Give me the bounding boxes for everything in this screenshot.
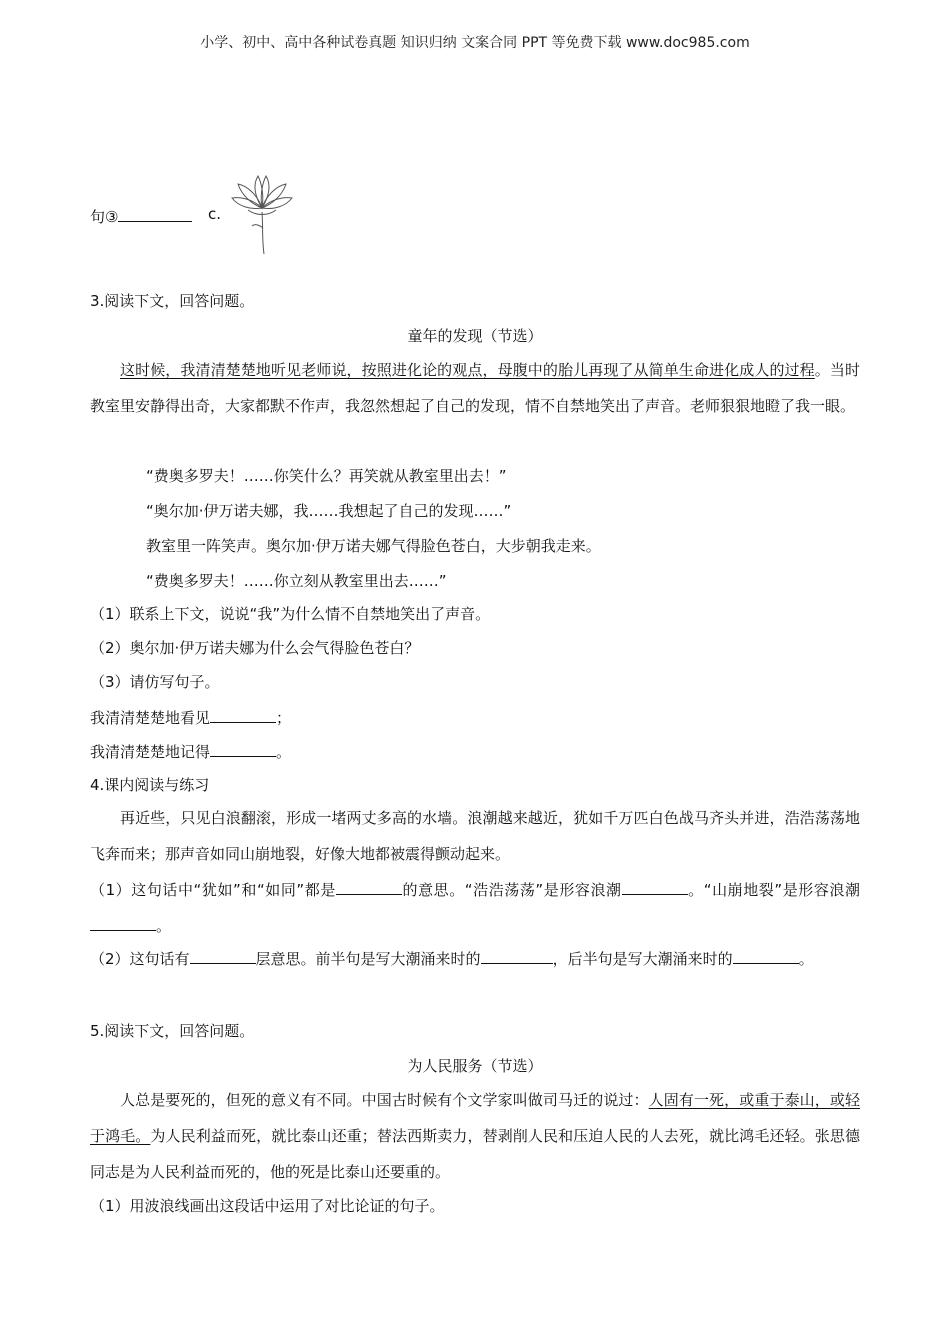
q4-s1-blank-3[interactable] <box>90 914 156 931</box>
q5-subquestion-1: （1）用波浪线画出这段话中运用了对比论证的句子。 <box>90 1197 445 1215</box>
q3-subquestion-2: （2）奥尔加·伊万诺夫娜为什么会气得脸色苍白？ <box>90 639 420 657</box>
q3-fill-2-suffix: 。 <box>276 743 292 761</box>
q2-fill-row <box>90 205 860 228</box>
q4-intro: 4.课内阅读与练习 <box>90 776 210 794</box>
q5-paragraph-text-a: 人总是要死的，但死的意义有不同。中国古时候有个文学家叫做司马迁的说过： <box>120 1091 649 1109</box>
q4-s1-text-a: （1）这句话中“犹如”和“如同”都是 <box>90 881 336 899</box>
q4-s2-text-a: （2）这句话有 <box>90 950 190 968</box>
q5-intro: 5.阅读下文，回答问题。 <box>90 1022 255 1040</box>
q4-s2-text-b: 层意思。前半句是写大潮涌来时的 <box>255 950 481 968</box>
q4-passage: 再近些，只见白浪翻滚，形成一堵两丈多高的水墙。浪潮越来越近，犹如千万匹白色战马齐头并进，浩浩荡荡地飞奔而来；那声音如同山崩地裂，好像大地都被震得颤动起来。 <box>90 809 860 863</box>
q3-fill-row-1 <box>90 706 860 729</box>
q3-paragraph-1 <box>90 352 860 424</box>
q4-s2-text-c: ，后半句是写大潮涌来时的 <box>552 950 733 968</box>
q4-s2-blank-1[interactable] <box>190 947 256 964</box>
q3-dialogue-3: “费奥多罗夫！……你立刻从教室里出去……” <box>146 572 447 590</box>
q4-s1-text-c: 。“山崩地裂”是形容浪潮 <box>687 881 861 899</box>
q4-s2-blank-3[interactable] <box>733 947 799 964</box>
q3-subquestion-1: （1）联系上下文，说说“我”为什么情不自禁地笑出了声音。 <box>90 605 491 623</box>
q4-s1-text-b: 的意思。“浩浩荡荡”是形容浪潮 <box>401 881 622 899</box>
q2-blank[interactable] <box>118 205 192 222</box>
q5-paragraph <box>90 1082 860 1190</box>
q4-s1-text-d: 。 <box>156 917 172 935</box>
q3-fill-2-blank[interactable] <box>210 740 276 757</box>
q4-s2-blank-2[interactable] <box>481 947 553 964</box>
q3-subquestion-3: （3）请仿写句子。 <box>90 673 220 691</box>
q2-option-c: c. <box>208 205 222 223</box>
q5-passage-title: 为人民服务（节选） <box>407 1057 543 1075</box>
q3-narration: 教室里一阵笑声。奥尔加·伊万诺夫娜气得脸色苍白，大步朝我走来。 <box>146 537 601 555</box>
q4-subquestion-1 <box>90 872 860 944</box>
q3-dialogue-2: “奥尔加·伊万诺夫娜，我……我想起了自己的发现……” <box>146 502 512 520</box>
q3-fill-1-prefix: 我清清楚楚地看见 <box>90 709 211 727</box>
q5-underlined-quote: 人固有一死，或重于泰山，或轻于鸿毛。 <box>90 1091 860 1145</box>
q3-passage-title: 童年的发现（节选） <box>407 327 543 345</box>
q3-underlined-sentence: 这时候，我清清楚楚地听见老师说，按照进化论的观点，母腹中的胎儿再现了从简单生命进化成人的过程 <box>120 361 815 379</box>
q4-s1-blank-2[interactable] <box>622 878 688 895</box>
q3-fill-row-2 <box>90 740 860 763</box>
q3-dialogue-1: “费奥多罗夫！……你笑什么？再笑就从教室里出去！” <box>146 467 507 485</box>
q5-paragraph-text-b: 为人民利益而死，就比泰山还重；替法西斯卖力，替剥削人民和压迫人民的人去死，就比鸿毛还轻。张思德同志是为人民利益而死的，他的死是比泰山还要重的。 <box>90 1127 860 1181</box>
lotus-illustration <box>228 168 296 256</box>
q4-s2-text-d: 。 <box>798 950 814 968</box>
page-header: 小学、初中、高中各种试卷真题 知识归纳 文案合同 PPT 等免费下载 www.doc985.com <box>200 35 750 51</box>
q2-sentence-label: 句③ <box>90 208 119 226</box>
q3-paragraph-1-rest: 。当时教室里安静得出奇，大家都默不作声，我忽然想起了自己的发现，情不自禁地笑出了声音。老师狠狠地瞪了我一眼。 <box>90 361 860 415</box>
q4-subquestion-2 <box>90 941 860 977</box>
q4-s1-blank-1[interactable] <box>336 878 402 895</box>
q3-intro: 3.阅读下文，回答问题。 <box>90 292 255 310</box>
q3-fill-1-blank[interactable] <box>210 706 276 723</box>
q3-fill-1-suffix: ； <box>276 709 292 727</box>
q3-fill-2-prefix: 我清清楚楚地记得 <box>90 743 211 761</box>
